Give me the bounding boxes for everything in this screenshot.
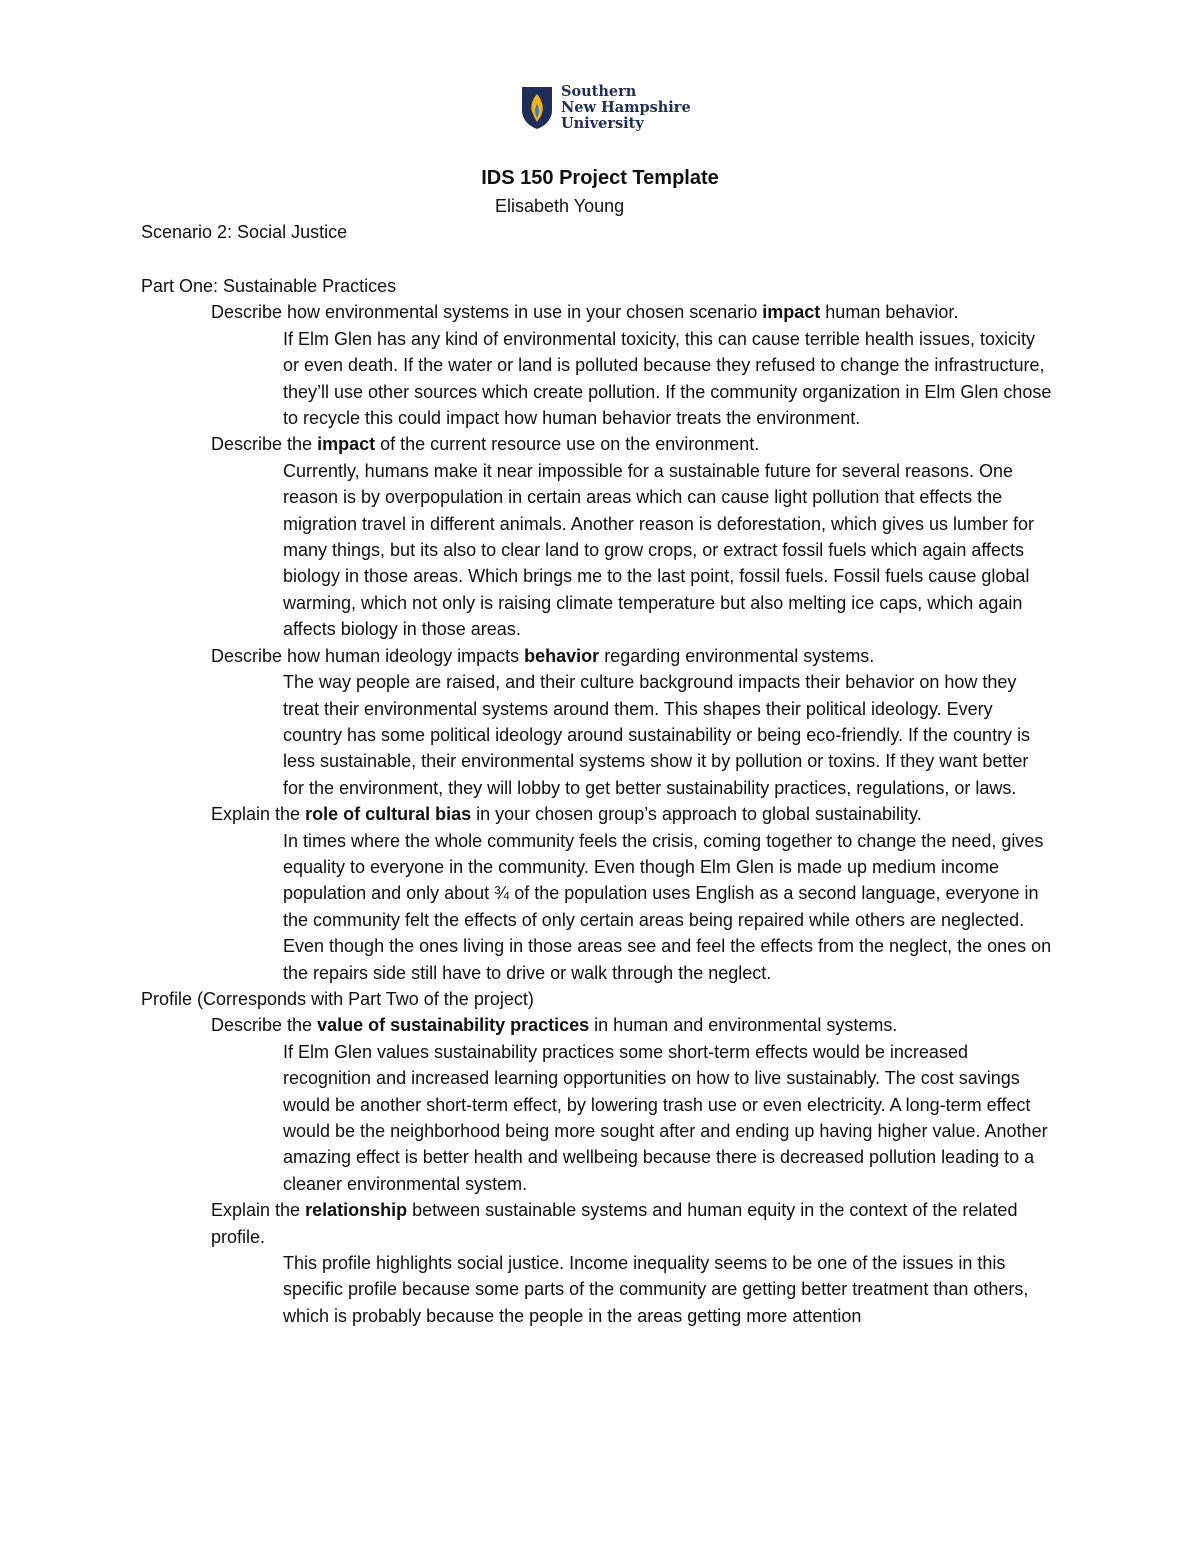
question-text: Describe the [211,1015,318,1036]
document-title: IDS 150 Project Template [481,167,719,189]
part-one-answer-3: The way people are raised, and their culture background impacts their behavior on how they treat their environmental systems around them. This shapes their political ideology. Every country has some political ideology around sustainability or being eco-friendly. If the country is less sustainable, their environmental systems show it by pollution or toxins. If they want better for the environment, they will lobby to get better sustainability practices, regulations, or laws. [283,672,1031,798]
question-text: Explain the [211,1200,306,1221]
question-text: Describe how human ideology impacts [211,645,525,666]
part-one-answer-2: Currently, humans make it near impossible for a sustainable future for several reasons. One reason is by overpopulation in certain areas which can cause light pollution that effects the migration travel in different animals. Another reason is deforestation, which gives us lumber for many things, but its also to clear land to grow crops, or extract fossil fuels which again affects biology in those areas. Which brings me to the last point, fossil fuels. Fossil fuels cause global warming, which not only is raising climate temperature but also melting ice caps, which again affects biology in those areas. [283,460,1035,640]
part-one-answer-4: In times where the whole community feels the crisis, coming together to change the need, gives equality to everyone in the community. Even though Elm Glen is made up medium income population and only about ¾ of the population uses English as a second language, everyone in the community felt the effects of only certain areas being repaired while others are neglected. Even though the ones living in those areas see and feel the effects from the neglect, the ones on the repairs side still have to drive or walk through the neglect. [283,830,1052,983]
profile-heading: Profile (Corresponds with Part Two of the project) [141,988,534,1009]
snhu-shield-icon [521,86,553,130]
profile-question-1 [0,1012,1200,1038]
question-text: between sustainable systems and human equity in the context of the related profile. [211,1200,1018,1247]
part-one-heading: Part One: Sustainable Practices [141,276,397,296]
logo-line-1: Southern [561,83,637,100]
question-text: Describe how environmental systems in use in your chosen scenario [211,302,763,323]
question-text: of the current resource use on the environment. [375,434,760,455]
profile-question-2 [0,1197,1200,1250]
question-emphasis: impact [317,434,376,455]
scenario-label: Scenario 2: Social Justice [141,222,348,242]
logo-wordmark [561,84,691,132]
author-name: Elisabeth Young [495,196,625,216]
question-emphasis: impact [762,302,821,323]
question-text: regarding environmental systems. [599,645,875,666]
logo-line-3: University [561,115,644,132]
question-emphasis: relationship [305,1200,408,1221]
profile-answer-1: If Elm Glen values sustainability practices some short-term effects would be increased recognition and increased learning opportunities on how to live sustainably. The cost savings would be another short-term effect, by lowering trash use or even electricity. A long-term effect would be the neighborhood being more sought after and ending up having higher value. Another amazing effect is better health and wellbeing because there is decreased pollution leading to a cleaner environmental system. [283,1041,1048,1194]
document-body [0,273,1200,1329]
question-text: Explain the [211,804,306,825]
question-emphasis: value of sustainability practices [317,1015,590,1036]
question-text: in your chosen group’s approach to global sustainability. [471,804,922,825]
question-text: Describe the [211,434,318,455]
part-one-answer-1: If Elm Glen has any kind of environmental toxicity, this can cause terrible health issues, toxicity or even death. If the water or land is polluted because they refused to change the infrastructure, they’ll use other sources which create pollution. If the community organization in Elm Glen chose to recycle this could impact how human behavior treats the environment. [283,328,1052,429]
part-one-question-2 [0,431,1200,457]
snhu-logo [521,84,691,132]
part-one-question-1 [0,299,1200,325]
part-one-question-3 [0,643,1200,669]
question-text: in human and environmental systems. [589,1015,898,1036]
part-one-question-4 [0,801,1200,827]
question-emphasis: role of cultural bias [305,804,472,825]
question-text: human behavior. [820,302,959,323]
profile-answer-2: This profile highlights social justice. Income inequality seems to be one of the issues in this specific profile because some parts of the community are getting better treatment than others, which is probably because the people in the areas getting more attention [283,1253,1029,1326]
question-emphasis: behavior [524,645,600,666]
logo-line-2: New Hampshire [561,99,691,116]
